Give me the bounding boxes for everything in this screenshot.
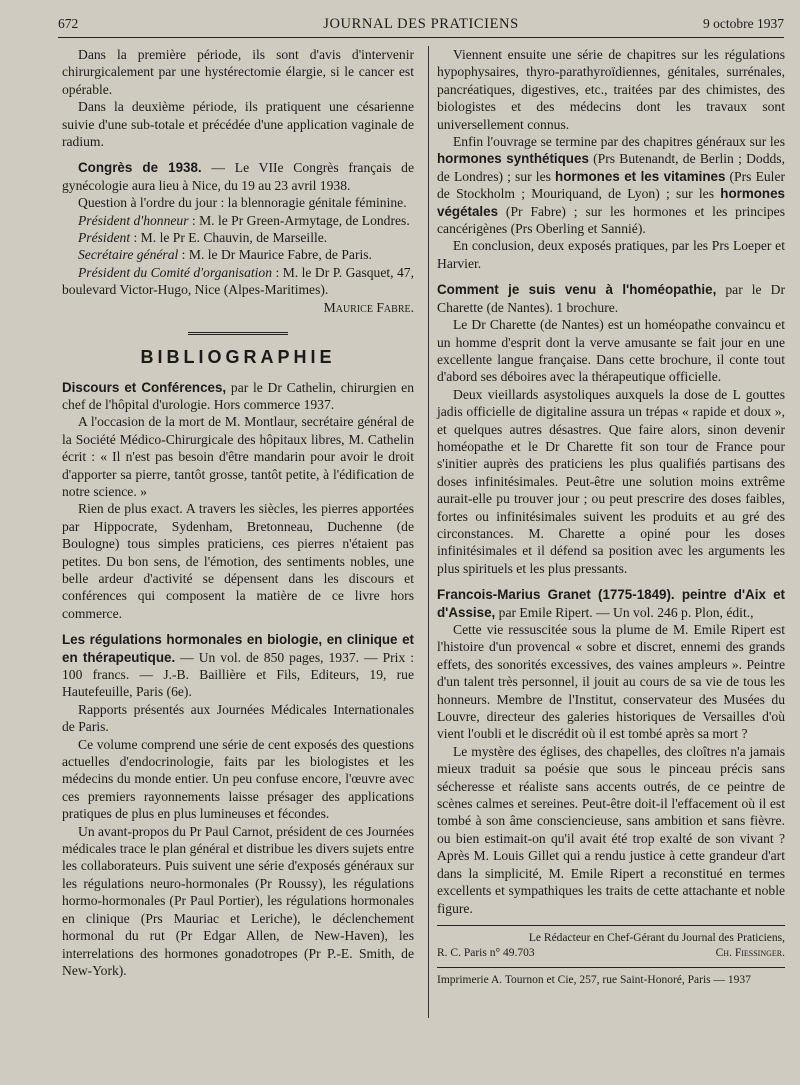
organising-president: Président du Comité d'organisation : M. le Dr P. Gasquet, 47, boulevard Victor-Hugo, Nice (Alpes-Maritimes). — [62, 264, 415, 298]
paragraph: En conclusion, deux exposés pratiques, par les Prs Loeper et Harvier. — [437, 238, 785, 271]
editor-line: Le Rédacteur en Chef-Gérant du Journal des Praticiens, — [528, 931, 785, 944]
book-entry-heading: Les régulations hormonales en biologie, en clinique et en thérapeutique. — Un vol. de 850 pages, 1937. — Prix : 100 francs. — J.-B. Baillière et Fils, Editeurs, 19, rue Hautefeuille, Paris (6e). — [62, 632, 414, 700]
congres-notice — [62, 159, 414, 194]
congres-title: Congrès de 1938. — [78, 160, 202, 176]
signature: Maurice Fabre. — [323, 299, 414, 315]
issue-date: 9 octobre 1937 — [703, 16, 784, 31]
registration-number: R. C. Paris n° 49.703 — [437, 946, 535, 959]
footer-rule — [437, 925, 785, 926]
section-heading: BIBLIOGRAPHIE — [140, 347, 336, 368]
page-header — [58, 14, 784, 38]
paragraph: Le mystère des églises, des chapelles, des cloîtres n'a jamais mieux traduit sa poésie que sous le pinceau précis sans sécheresse et réaliste sans accents outrés, de ce peintre de scènes calmes et sereines. Peut-être doit-il l'effacement où il est tombé à son âme consciencieuse, sans ambition et sans fièvre. ou bien estimait-on qu'il avait été trop exalté de son vivant ? Après M. Louis Gillet qui a rendu justice à cette grandeur d'art dans la simplicité, M. Emile Ripert a reconstitué en termes excellents et sympathiques les traits de cette attachante et noble figure. — [437, 743, 785, 916]
registration-line — [437, 946, 785, 961]
congres-text: — Le VIIe Congrès français de gynécologie aura lieu à Nice, du 19 au 23 avril 1938. — [62, 160, 414, 193]
right-column — [437, 46, 785, 988]
honorary-president: Président d'honneur : M. le Pr Green-Armytage, de Londres. — [78, 212, 410, 228]
president: Président : M. le Pr E. Chauvin, de Marseille. — [78, 230, 328, 246]
paragraph: Rien de plus exact. A travers les siècles, les pierres apportées par Hippocrate, Sydenham, Bretonneau, Duchenne (de Boulogne) tous simples praticiens, ces pierres n'étaient pas petites. Du bon sens, de l'émotion, des sentiments nobles, une belle ardeur d'activité se dépensent dans les discours et conférences qui composent la matière de ce livre hors commerce. — [62, 501, 414, 621]
paragraph: Cette vie ressuscitée sous la plume de M. Emile Ripert est l'histoire d'un provencal « sobre et discret, ennemi des grands effets, des sonorités excessives, des vaines ampleurs ». Peintre d'un talent très personnel, il jouit au cours de sa vie de tous les honneurs. Membre de l'Institut, conservateur des Musées du Louvre, directeur des galeries historiques de Versailles d'où vient l'oubli et le discrédit où il est tombé après sa mort ? — [437, 622, 785, 742]
column-divider — [428, 46, 429, 1018]
book-entry-heading: Comment je suis venu à l'homéopathie, par le Dr Charette (de Nantes). 1 brochure. — [437, 282, 785, 315]
editor-name: Ch. Fiessinger. — [715, 946, 785, 959]
header-rule — [58, 37, 784, 38]
decorative-rule — [188, 332, 288, 341]
paragraph: Un avant-propos du Pr Paul Carnot, président de ces Journées médicales trace le plan général et distribue les divers sujets entre les collaborateurs. Puis suivent une série d'exposés généraux sur les régulations neuro-hormonales (Pr Roussy), les régulations hormo-hormonales (Pr Paul Portier), les régulations hormonales en clinique (Prs Mauriac et Leriche), le déclenchement hormonal du rut (Pr Edgar Allen, de New-Haven), les interrelations des hormones gonadotropes (Pr P.-E. Smith, de New-York). — [62, 823, 414, 978]
book-entry-heading: Francois-Marius Granet (1775-1849). peintre d'Aix et d'Assise, par Emile Ripert. — Un vol. 246 p. Plon, édit., — [437, 587, 785, 620]
paragraph: Enfin l'ouvrage se termine par des chapitres généraux sur les hormones synthétiques (Prs Butenandt, de Berlin ; Dodds, de Londres) ; sur les hormones et les vitamines (Prs Euler de Stockholm ; Mouriquand, de Lyon) ; sur les hormones végétales (Pr Fabre) ; sur les hormones et les principes cancérigènes (Prs Oberling et Sannié). — [437, 134, 786, 237]
paragraph: Viennent ensuite une série de chapitres sur les régulations hypophysaires, thyro-parathyroïdiennes, génitales, surrénales, pancréatiques, digestives, etc., traitées par des chimistes, des biologistes et des médecins dont les travaux sont universellement connus. — [437, 47, 785, 132]
journal-title: JOURNAL DES PRATICIENS — [323, 16, 519, 32]
paragraph: Le Dr Charette (de Nantes) est un homéopathe convaincu et un homme d'esprit dont la verve amusante se fait jour en une excellente langue française. Dans cette brochure, il conte tout d'abord ses déboires avec la thérapeutique officielle. — [437, 317, 785, 385]
paragraph: Dans la deuxième période, ils pratiquent une césarienne suivie d'une sub-totale et précédée d'une application vaginale de radium. — [62, 99, 414, 150]
printer-line: Imprimerie A. Tournon et Cie, 257, rue Saint-Honoré, Paris — 1937 — [437, 967, 785, 988]
paragraph: Rapports présentés aux Journées Médicales Internationales de Paris. — [62, 701, 414, 735]
page-number: 672 — [58, 16, 79, 31]
question-line: Question à l'ordre du jour : la blennoragie génitale féminine. — [78, 195, 407, 211]
paragraph: A l'occasion de la mort de M. Montlaur, secrétaire général de la Société Médico-Chirurgicale des hôpitaux libres, M. Cathelin écrit : « Il n'est pas besoin d'être mandarin pour avoir le droit d'apporter sa pierre, tantôt grosse, tantôt petite, à l'édification de notre science. » — [62, 414, 414, 499]
imprint-footer — [437, 931, 785, 988]
paragraph: Dans la première période, ils sont d'avis d'intervenir chirurgicalement par une hystérectomie élargie, si le cancer est opérable. — [62, 47, 414, 97]
paragraph: Deux vieillards asystoliques auxquels la dose de L gouttes jadis officielle de digitaline assura un trépas « rapide et doux », et quelques autres désastres. Que faire alors, sinon devenir homéopathe et le Dr Charette fit son tour de France pour s'initier auprès des praticiens les plus qualifiés partisans des doses infinitésimales. Peut-être une solution moins extrême aurait-elle pu trouver jour ; ou peut prescrire des doses faibles, fortes ou infinitésimales suivent les produits et au gré des circonstances. M. Charette a opiné pour les doses infinitésimales et il défend sa position avec les arguments les plus spirituels et les plus pressants. — [437, 386, 785, 576]
book-entry-heading: Discours et Conférences, par le Dr Cathelin, chirurgien en chef de l'hôpital d'urologie. Hors commerce 1937. — [62, 379, 414, 412]
left-column — [62, 46, 414, 979]
paragraph: Ce volume comprend une série de cent exposés des questions actuelles d'endocrinologie, faits par les biologistes et les médecins du monde entier. Un peu confuse encore, l'œuvre avec ces premiers rayonnements laisse présager des applications pratiques de plus en plus lumineuses et fécondes. — [62, 736, 414, 822]
secretary: Secrétaire général : M. le Dr Maurice Fabre, de Paris. — [78, 247, 372, 263]
